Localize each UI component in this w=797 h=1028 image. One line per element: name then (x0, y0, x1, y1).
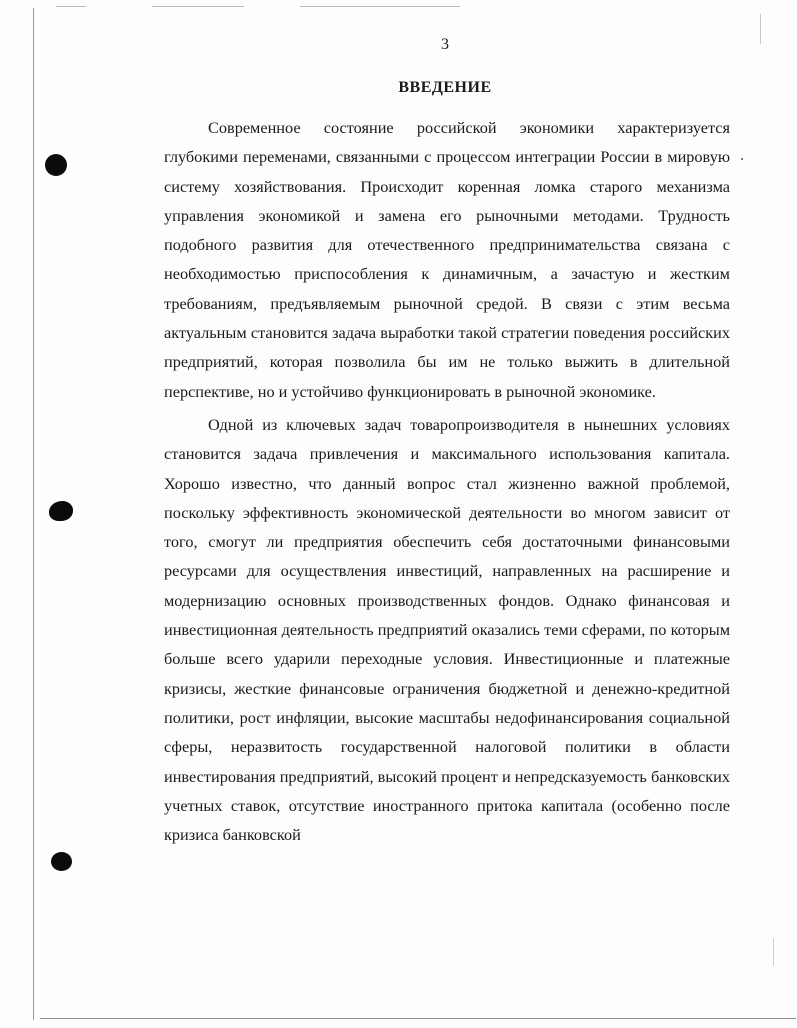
punch-hole-2 (49, 501, 73, 521)
scan-edge-left (33, 8, 34, 1020)
scan-edge-top-2 (152, 6, 244, 7)
punch-hole-1 (45, 154, 67, 176)
scan-edge-top-3 (300, 6, 460, 7)
section-heading: ВВЕДЕНИЕ (398, 79, 492, 96)
body-text (164, 113, 730, 849)
scan-speck (741, 158, 743, 160)
scan-edge-right-lower (773, 938, 774, 966)
paragraph-2: Одной из ключевых задач товаропроизводителя в нынешних условиях становится задача привлечения и максимального использования капитала. Хорошо известно, что данный вопрос стал жизненно важной проблемой, поскольку эффективность экономической деятельности во многом зависит от того, смогут ли предприятия обеспечить себя достаточными финансовыми ресурсами для осуществления инвестиций, направленных на расширение и модернизацию основных производственных фондов. Однако финансовая и инвестиционная деятельность предприятий оказались теми сферами, по которым больше всего ударили переходные условия. Инвестиционные и платежные кризисы, жесткие финансовые ограничения бюджетной и денежно-кредитной политики, рост инфляции, высокие масштабы недофинансирования социальной сферы, неразвитость государственной налоговой политики в области инвестирования предприятий, высокий процент и непредсказуемость банковских учетных ставок, отсутствие иностранного притока капитала (особенно после кризиса банковской (164, 414, 730, 845)
paragraph-1: Современное состояние российской экономики характеризуется глубокими переменами, связанными с процессом интеграции России в мировую систему хозяйствования. Происходит коренная ломка старого механизма управления экономикой и замена его рыночными методами. Трудность подобного развития для отечественного предпринимательства связана с необходимостью приспособления к динамичным, а зачастую и жестким требованиям, предъявляемым рыночной средой. В связи с этим весьма актуальным становится задача выработки такой стратегии поведения российских предприятий, которая позволила бы им не только выжить в длительной перспективе, но и устойчиво функционировать в рыночной экономике. (164, 118, 730, 401)
scan-edge-bottom (40, 1018, 796, 1019)
page-number: 3 (441, 36, 449, 53)
punch-hole-3 (51, 852, 72, 871)
scan-edge-top-1 (56, 6, 86, 7)
